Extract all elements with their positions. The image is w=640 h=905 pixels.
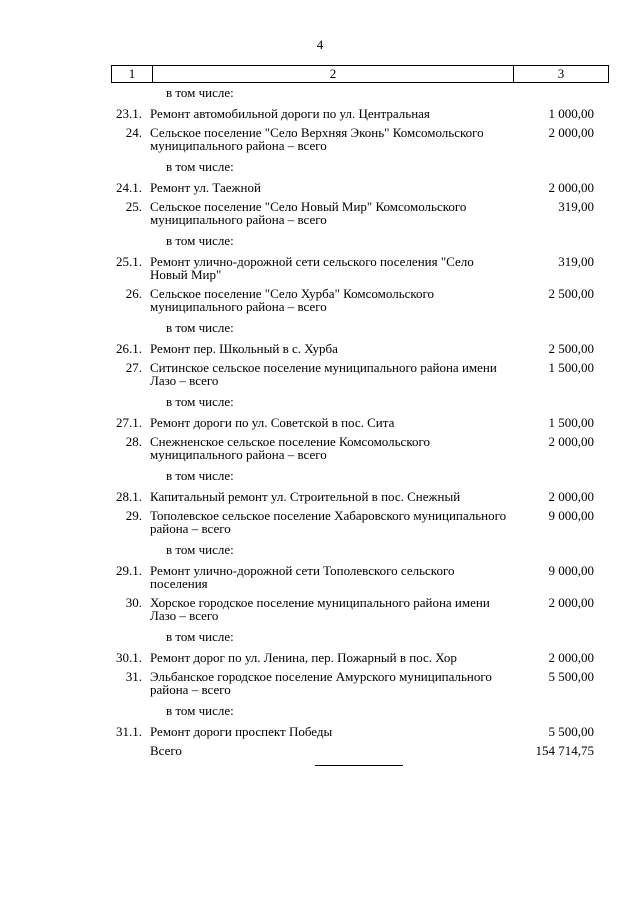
row-amount: 1 500,00 [548, 415, 594, 430]
table-row [108, 744, 594, 757]
end-rule [315, 765, 403, 766]
row-amount: 154 714,75 [535, 743, 594, 758]
row-amount: 5 500,00 [548, 669, 594, 684]
row-text: Ремонт автомобильной дороги по ул. Центральная [150, 106, 430, 121]
table-row [108, 107, 594, 120]
row-text: в том числе: [166, 233, 234, 248]
table-row [108, 651, 594, 664]
row-text: Тополевское сельское поселение Хабаровского муниципального района – всего [150, 508, 507, 536]
table-row [108, 342, 594, 355]
row-text: Снежненское сельское поселение Комсомольского муниципального района – всего [150, 434, 430, 462]
table-row [108, 435, 594, 461]
row-amount: 9 000,00 [548, 508, 594, 523]
row-number: 24. [125, 125, 142, 140]
row-number: 27.1. [116, 415, 142, 430]
row-amount: 2 000,00 [548, 650, 594, 665]
subheading-row [108, 395, 594, 408]
row-text: Эльбанское городское поселение Амурского муниципального района – всего [150, 669, 492, 697]
table-row [108, 255, 594, 281]
row-text: в том числе: [166, 320, 234, 335]
row-text: Ремонт дорог по ул. Ленина, пер. Пожарный в пос. Хор [150, 650, 457, 665]
row-amount: 1 000,00 [548, 106, 594, 121]
subheading-row [108, 321, 594, 334]
row-number: 25. [125, 199, 142, 214]
row-text: Капитальный ремонт ул. Строительной в пос. Снежный [150, 489, 461, 504]
row-text: в том числе: [166, 159, 234, 174]
row-amount: 2 000,00 [548, 434, 594, 449]
table-row [108, 361, 594, 387]
row-number: 23.1. [116, 106, 142, 121]
row-number: 25.1. [116, 254, 142, 269]
subheading-row [108, 704, 594, 717]
header-col-3: 3 [557, 66, 565, 81]
row-text: в том числе: [166, 542, 234, 557]
row-number: 30.1. [116, 650, 142, 665]
subheading-row [108, 234, 594, 247]
row-text: в том числе: [166, 468, 234, 483]
table-row [108, 287, 594, 313]
table-row [108, 564, 594, 590]
row-text: Ремонт пер. Школьный в с. Хурба [150, 341, 338, 356]
header-col-1: 1 [112, 66, 153, 82]
row-text: Ремонт дороги по ул. Советской в пос. Сита [150, 415, 395, 430]
table-row [108, 181, 594, 194]
page-number: 4 [316, 37, 324, 52]
row-number: 29.1. [116, 563, 142, 578]
row-text: в том числе: [166, 629, 234, 644]
subheading-row [108, 630, 594, 643]
row-text: Всего [150, 743, 182, 758]
table-row [108, 126, 594, 152]
row-number: 28. [125, 434, 142, 449]
row-number: 26. [125, 286, 142, 301]
row-number: 29. [125, 508, 142, 523]
row-amount: 2 500,00 [548, 341, 594, 356]
table-row [108, 200, 594, 226]
row-text: в том числе: [166, 703, 234, 718]
row-text: Ситинское сельское поселение муниципального района имени Лазо – всего [150, 360, 497, 388]
row-text: Ремонт улично-дорожной сети Тополевского сельского поселения [150, 563, 455, 591]
subheading-row [108, 543, 594, 556]
table-row [108, 670, 594, 696]
row-number: 26.1. [116, 341, 142, 356]
table-row [108, 490, 594, 503]
row-text: в том числе: [166, 394, 234, 409]
row-number: 28.1. [116, 489, 142, 504]
row-amount: 1 500,00 [548, 360, 594, 375]
header-col-2: 2 [153, 66, 514, 82]
row-amount: 9 000,00 [548, 563, 594, 578]
row-text: Сельское поселение "Село Новый Мир" Комсомольского муниципального района – всего [150, 199, 467, 227]
row-text: Ремонт дороги проспект Победы [150, 724, 333, 739]
row-amount: 2 000,00 [548, 125, 594, 140]
row-number: 31. [125, 669, 142, 684]
table-row [108, 416, 594, 429]
table-row [108, 725, 594, 738]
row-text: Сельское поселение "Село Хурба" Комсомольского муниципального района – всего [150, 286, 435, 314]
table-row [108, 509, 594, 535]
row-amount: 5 500,00 [548, 724, 594, 739]
subheading-row [108, 160, 594, 173]
table-header [111, 65, 609, 83]
row-number: 24.1. [116, 180, 142, 195]
row-text: Хорское городское поселение муниципального района имени Лазо – всего [150, 595, 490, 623]
row-amount: 2 000,00 [548, 180, 594, 195]
subheading-row [108, 469, 594, 482]
row-number: 27. [125, 360, 142, 375]
row-amount: 319,00 [558, 254, 594, 269]
table-body [108, 86, 594, 757]
row-amount: 319,00 [558, 199, 594, 214]
row-text: Ремонт ул. Таежной [150, 180, 261, 195]
subheading-row [108, 86, 594, 99]
row-number: 31.1. [116, 724, 142, 739]
row-number: 30. [125, 595, 142, 610]
row-text: в том числе: [166, 85, 234, 100]
row-amount: 2 000,00 [548, 595, 594, 610]
table-row [108, 596, 594, 622]
row-text: Ремонт улично-дорожной сети сельского поселения "Село Новый Мир" [150, 254, 474, 282]
row-text: Сельское поселение "Село Верхняя Эконь" Комсомольского муниципального района – всего [150, 125, 484, 153]
row-amount: 2 000,00 [548, 489, 594, 504]
row-amount: 2 500,00 [548, 286, 594, 301]
